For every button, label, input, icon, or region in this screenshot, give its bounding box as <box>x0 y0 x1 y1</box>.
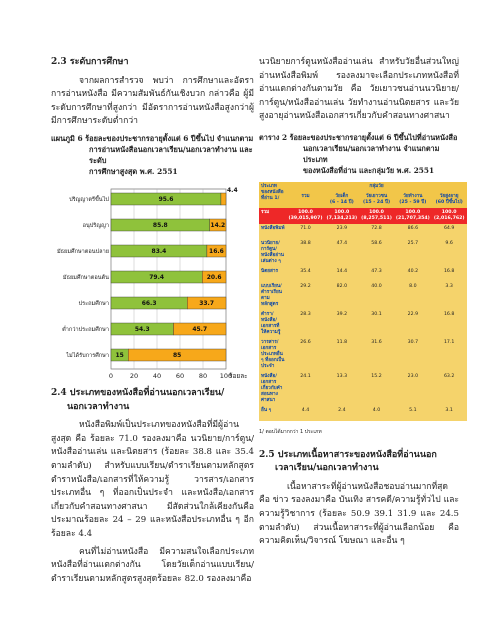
table-cell: 8.0 <box>409 283 417 289</box>
table-subheader-row <box>259 192 467 208</box>
section-2-5-title-line1: 2.5 ประเภทเนื้อหาสาระของหนังสือที่อ่านนอก <box>259 449 437 460</box>
chart-x-tick-label: 20 <box>129 371 139 379</box>
chart-x-tick-label: 40 <box>152 371 162 379</box>
table-row <box>259 406 467 421</box>
table-header-cell <box>324 192 359 208</box>
table-row <box>259 282 467 310</box>
section-2-3-paragraph: จากผลการสำรวจ พบว่า การศึกษาและอัตราการอ่านหนังสือ มีความสัมพันธ์กันเชิงบวก กล่าวคือ ผู้มีระดับการศึกษาที่สูงกว่า มีอัตราการอ่านหนังสือสูงกว่าผู้มีการศึกษาระดับต่ำกว่า <box>51 75 254 127</box>
chart-data-label: 54.3 <box>134 326 150 334</box>
table-header-sub: (15 - 24 ปี) <box>362 199 391 205</box>
table-caption-line2: นอกเวลาเรียน/นอกเวลาทำงาน จำแนกตามประเภท <box>303 143 440 164</box>
section-2-4-paragraph-2: คนที่ไม่อ่านหนังสือ มีความสนใจเลือกประเภทหนังสือที่อ่านแตกต่างกัน โดยวัยเด็กอ่านแบบเรียน/ตำราเรียนตามหลักสูตรสูงสุดร้อยละ 82.0 รองลงมาคือ <box>51 546 254 584</box>
table-row <box>259 224 467 239</box>
table-header-top: รวม <box>301 193 310 199</box>
chart-data-label: 16.6 <box>209 248 224 256</box>
section-2-5-title-line2: เวลาเรียน/นอกเวลาทำงาน <box>275 463 379 474</box>
table-total-value: 100.0 <box>369 209 384 215</box>
table-row <box>259 310 467 338</box>
figure-caption-line1: แผนภูมิ 6 ร้อยละของประชากรอายุตั้งแต่ 6 ปีขึ้นไป จำแนกตาม <box>51 133 254 143</box>
table-cell: 3.1 <box>445 407 453 413</box>
table-total-cell <box>287 208 325 224</box>
education-reading-chart <box>51 183 254 379</box>
table-header-cell <box>394 192 432 208</box>
table-cell: 3.3 <box>445 283 453 289</box>
table-cell: 40.2 <box>407 268 419 274</box>
table-total-count: (7,134,213) <box>326 215 358 221</box>
table-cell: 31.6 <box>371 339 382 345</box>
reading-type-table <box>259 182 467 421</box>
chart-data-label: 45.7 <box>192 326 208 334</box>
chart-data-label: 20.6 <box>206 274 222 282</box>
table-total-cell <box>432 208 467 224</box>
table-row <box>259 239 467 267</box>
table-header-top: วัยทำงาน <box>403 193 423 199</box>
table-cell: 47.4 <box>336 240 348 246</box>
chart-data-label: 83.4 <box>151 248 167 256</box>
table-cell: 2.4 <box>338 407 346 413</box>
chart-data-label: 4.4 <box>227 186 238 194</box>
table-total-count: (39,015,907) <box>288 215 323 221</box>
table-row-label: นวนิยาย/การ์ตูน/หนังสืออ่านเล่นต่าง ๆ <box>261 240 284 264</box>
table-cell: 24.1 <box>300 373 311 379</box>
table-row-label: วารสาร/เอกสารประเภทอื่น ๆ ที่ออกเป็นประจำ <box>261 339 285 369</box>
chart-bar-notread <box>221 193 226 205</box>
table-total-value: 100.0 <box>405 209 421 215</box>
table-total-cell <box>394 208 432 224</box>
section-2-4-title-line2: นอกเวลาทำงาน <box>67 401 130 412</box>
chart-data-label: 85.8 <box>152 222 168 230</box>
chart-category-label: มัธยมศึกษาตอนปลาย <box>56 248 109 255</box>
left-column <box>51 56 254 590</box>
table-cell: 30.7 <box>407 339 419 345</box>
table-total-count: (21,707,354) <box>395 215 430 221</box>
table-col-label: ประเภทของหนังสือที่อ่าน 1/ <box>259 182 287 208</box>
table-total-count: (2,016,762) <box>433 215 465 221</box>
table-cell: 64.9 <box>443 225 455 231</box>
table-header-sub: (6 - 14 ปี) <box>329 199 354 205</box>
table-total-label: รวม <box>259 208 287 224</box>
chart-x-tick-label: 80 <box>198 371 208 379</box>
table-cell: 28.3 <box>300 311 311 317</box>
table-cell: 16.8 <box>443 311 455 317</box>
table-row-label: อื่น ๆ <box>261 407 272 413</box>
table-cell: 47.3 <box>371 268 382 274</box>
figure-caption-line2: การอ่านหนังสือนอกเวลาเรียน/นอกเวลาทำงาน และระดับ <box>89 144 253 165</box>
table-cell: 58.6 <box>371 240 382 246</box>
table-header-cell <box>287 192 325 208</box>
table-header-sub: (25 - 59 ปี) <box>399 199 427 205</box>
table-cell: 63.2 <box>443 373 455 379</box>
table-cell: 38.8 <box>300 240 311 246</box>
table-caption-line1: ตาราง 2 ร้อยละของประชากรอายุตั้งแต่ 6 ปีขึ้นไปที่อ่านหนังสือ <box>259 132 458 142</box>
chart-data-label: 14.2 <box>210 222 226 230</box>
table-header-cell <box>432 192 467 208</box>
table-cell: 9.6 <box>445 240 453 246</box>
section-2-4-paragraph-1: หนังสือพิมพ์เป็นประเภทของหนังสือที่มีผู้อ่านสูงสุด คือ ร้อยละ 71.0 รองลงมาคือ นวนิยาย/การ์ตูน/หนังสืออ่านเล่น และนิตยสาร (ร้อยละ 38.8 และ 35.4 ตามลำดับ) สำหรับแบบเรียน/ตำราเรียนตามหลักสูตร ตำราหนังสือ/เอกสารที่ให้ความรู้ วารสาร/เอกสารประเภทอื่น ๆ ที่ออกเป็นประจำ และหนังสือ/เอกสารเกี่ยวกับคำสอนทางศาสนา มีสัดส่วนใกล้เคียงกันคือประมาณร้อยละ 24 – 29 และหนังสือประเภทอื่น ๆ อีกร้อยละ 4.4 <box>51 420 254 539</box>
table-cell: 11.8 <box>336 339 348 345</box>
table-row-label: นิตยสาร <box>261 268 279 274</box>
table-cell: 15.2 <box>371 373 382 379</box>
table-total-count: (8,257,511) <box>361 215 392 221</box>
chart-x-tick-label: 60 <box>175 371 185 379</box>
table-row-label: หนังสือ/เอกสารเกี่ยวกับคำสอนทางศาสนา <box>261 373 283 403</box>
table-cell: 17.1 <box>443 339 455 345</box>
table-header-row <box>259 182 467 192</box>
section-2-3-title: 2.3 ระดับการศึกษา <box>51 57 129 67</box>
chart-category-label: ต่ำกว่าประถมศึกษา <box>62 326 109 333</box>
figure-caption-line3: การศึกษาสูงสุด พ.ศ. 2551 <box>89 166 178 176</box>
chart-x-tick-label: 0 <box>108 371 114 379</box>
table-cell: 39.2 <box>336 311 348 317</box>
table-footnote: 1/ ตอบได้มากกว่า 1 ประเภท <box>259 428 322 435</box>
table-cell: 26.6 <box>300 339 311 345</box>
table-group-label: กลุ่มวัย <box>287 182 467 192</box>
section-2-5-title <box>259 449 459 476</box>
chart-data-label: 95.6 <box>158 196 174 204</box>
table-cell: 25.7 <box>407 240 419 246</box>
chart-category-label: ประถมศึกษา <box>78 300 109 307</box>
table-cell: 4.4 <box>301 407 310 413</box>
table-header-top: วัยสูงอายุ <box>439 193 459 199</box>
chart-canvas <box>51 183 254 379</box>
chart-category-label: ปริญญาตรีขึ้นไป <box>69 196 109 203</box>
chart-data-label: 66.3 <box>141 300 157 308</box>
table-header-cell <box>359 192 394 208</box>
table-cell: 13.3 <box>336 373 348 379</box>
table-header-top: วัยเยาวชน <box>365 193 388 199</box>
chart-x-tick-label: 100 <box>219 371 233 379</box>
chart-data-label: 79.4 <box>149 274 165 282</box>
table-cell: 71.0 <box>300 225 311 231</box>
table-cell: 22.9 <box>407 311 419 317</box>
table-cell: 29.2 <box>300 283 311 289</box>
chart-data-label: 85 <box>172 352 182 360</box>
table-total-value: 100.0 <box>298 209 313 215</box>
table-cell: 14.4 <box>336 268 348 274</box>
section-2-5-paragraph: เนื้อหาสาระที่ผู้อ่านหนังสือชอบอ่านมากที่สุด คือ ข่าว รองลงมาคือ บันเทิง สารคดี/ความรู้ทั่วไป และความรู้วิชาการ (ร้อยละ 50.9 39.1 31.9 และ 24.5 ตามลำดับ) ส่วนเนื้อหาสาระที่ผู้อ่านเลือกน้อย คือ ความคิดเห็น/วิจารณ์ โฆษณา และอื่น ๆ <box>259 481 459 547</box>
table-total-value: 100.0 <box>441 209 457 215</box>
table-cell: 5.1 <box>409 407 417 413</box>
chart-category-label: อนุปริญญา <box>82 222 109 229</box>
table-total-cell <box>324 208 359 224</box>
table-cell: 72.8 <box>371 225 382 231</box>
chart-data-label: 15 <box>115 352 124 360</box>
section-2-4-title <box>51 387 254 414</box>
table-cell: 82.0 <box>336 283 348 289</box>
table-cell: 4.0 <box>372 407 381 413</box>
table-cell: 86.6 <box>407 225 419 231</box>
chart-x-axis-label: ร้อยละ <box>229 371 248 379</box>
table-row <box>259 338 467 372</box>
figure-6-caption <box>51 133 254 177</box>
table-row-label: แบบเรียน/ตำราเรียนตามหลักสูตร <box>261 283 282 307</box>
table-row <box>259 372 467 406</box>
table-caption-line3: ของหนังสือที่อ่าน และกลุ่มวัย พ.ศ. 2551 <box>303 165 435 175</box>
table-header-top: วัยเด็ก <box>335 193 349 199</box>
table-cell: 30.1 <box>371 311 382 317</box>
table-total-row <box>259 208 467 224</box>
table-row-label: ตำรา/หนังสือ/เอกสารที่ให้ความรู้ <box>261 311 281 335</box>
table-row <box>259 267 467 282</box>
right-top-paragraph: นวนิยายการ์ตูนหนังสืออ่านเล่น สำหรับวัยอื่นส่วนใหญ่อ่านหนังสือพิมพ์ รองลงมาจะเลือกประเภทหนังสือที่อ่านแตกต่างกันตามวัย คือ วัยเยาวชนอ่านนวนิยาย/การ์ตูน/หนังสืออ่านเล่น วัยทำงานอ่านนิตยสาร และวัยสูงอายุอ่านหนังสือเอกสารเกี่ยวกับคำสอนทางศาสนา <box>259 57 459 122</box>
table-total-cell <box>359 208 394 224</box>
chart-category-label: ไม่ได้รับการศึกษา <box>66 352 109 359</box>
table-header-sub: (60 ปีขึ้นไป) <box>435 199 463 205</box>
chart-category-label: มัธยมศึกษาตอนต้น <box>62 274 109 281</box>
section-2-4-title-line1: 2.4 ประเภทของหนังสือที่อ่านนอกเวลาเรียน/ <box>51 387 225 398</box>
table-row-label: หนังสือพิมพ์ <box>261 225 285 231</box>
table-cell: 23.9 <box>336 225 348 231</box>
table-cell: 16.8 <box>443 268 455 274</box>
table-cell: 23.0 <box>407 373 419 379</box>
table-cell: 35.4 <box>300 268 311 274</box>
table-total-value: 100.0 <box>334 209 350 215</box>
table-cell: 40.0 <box>371 283 382 289</box>
chart-data-label: 33.7 <box>199 300 215 308</box>
right-column <box>259 56 465 553</box>
table-2-caption <box>259 132 459 176</box>
